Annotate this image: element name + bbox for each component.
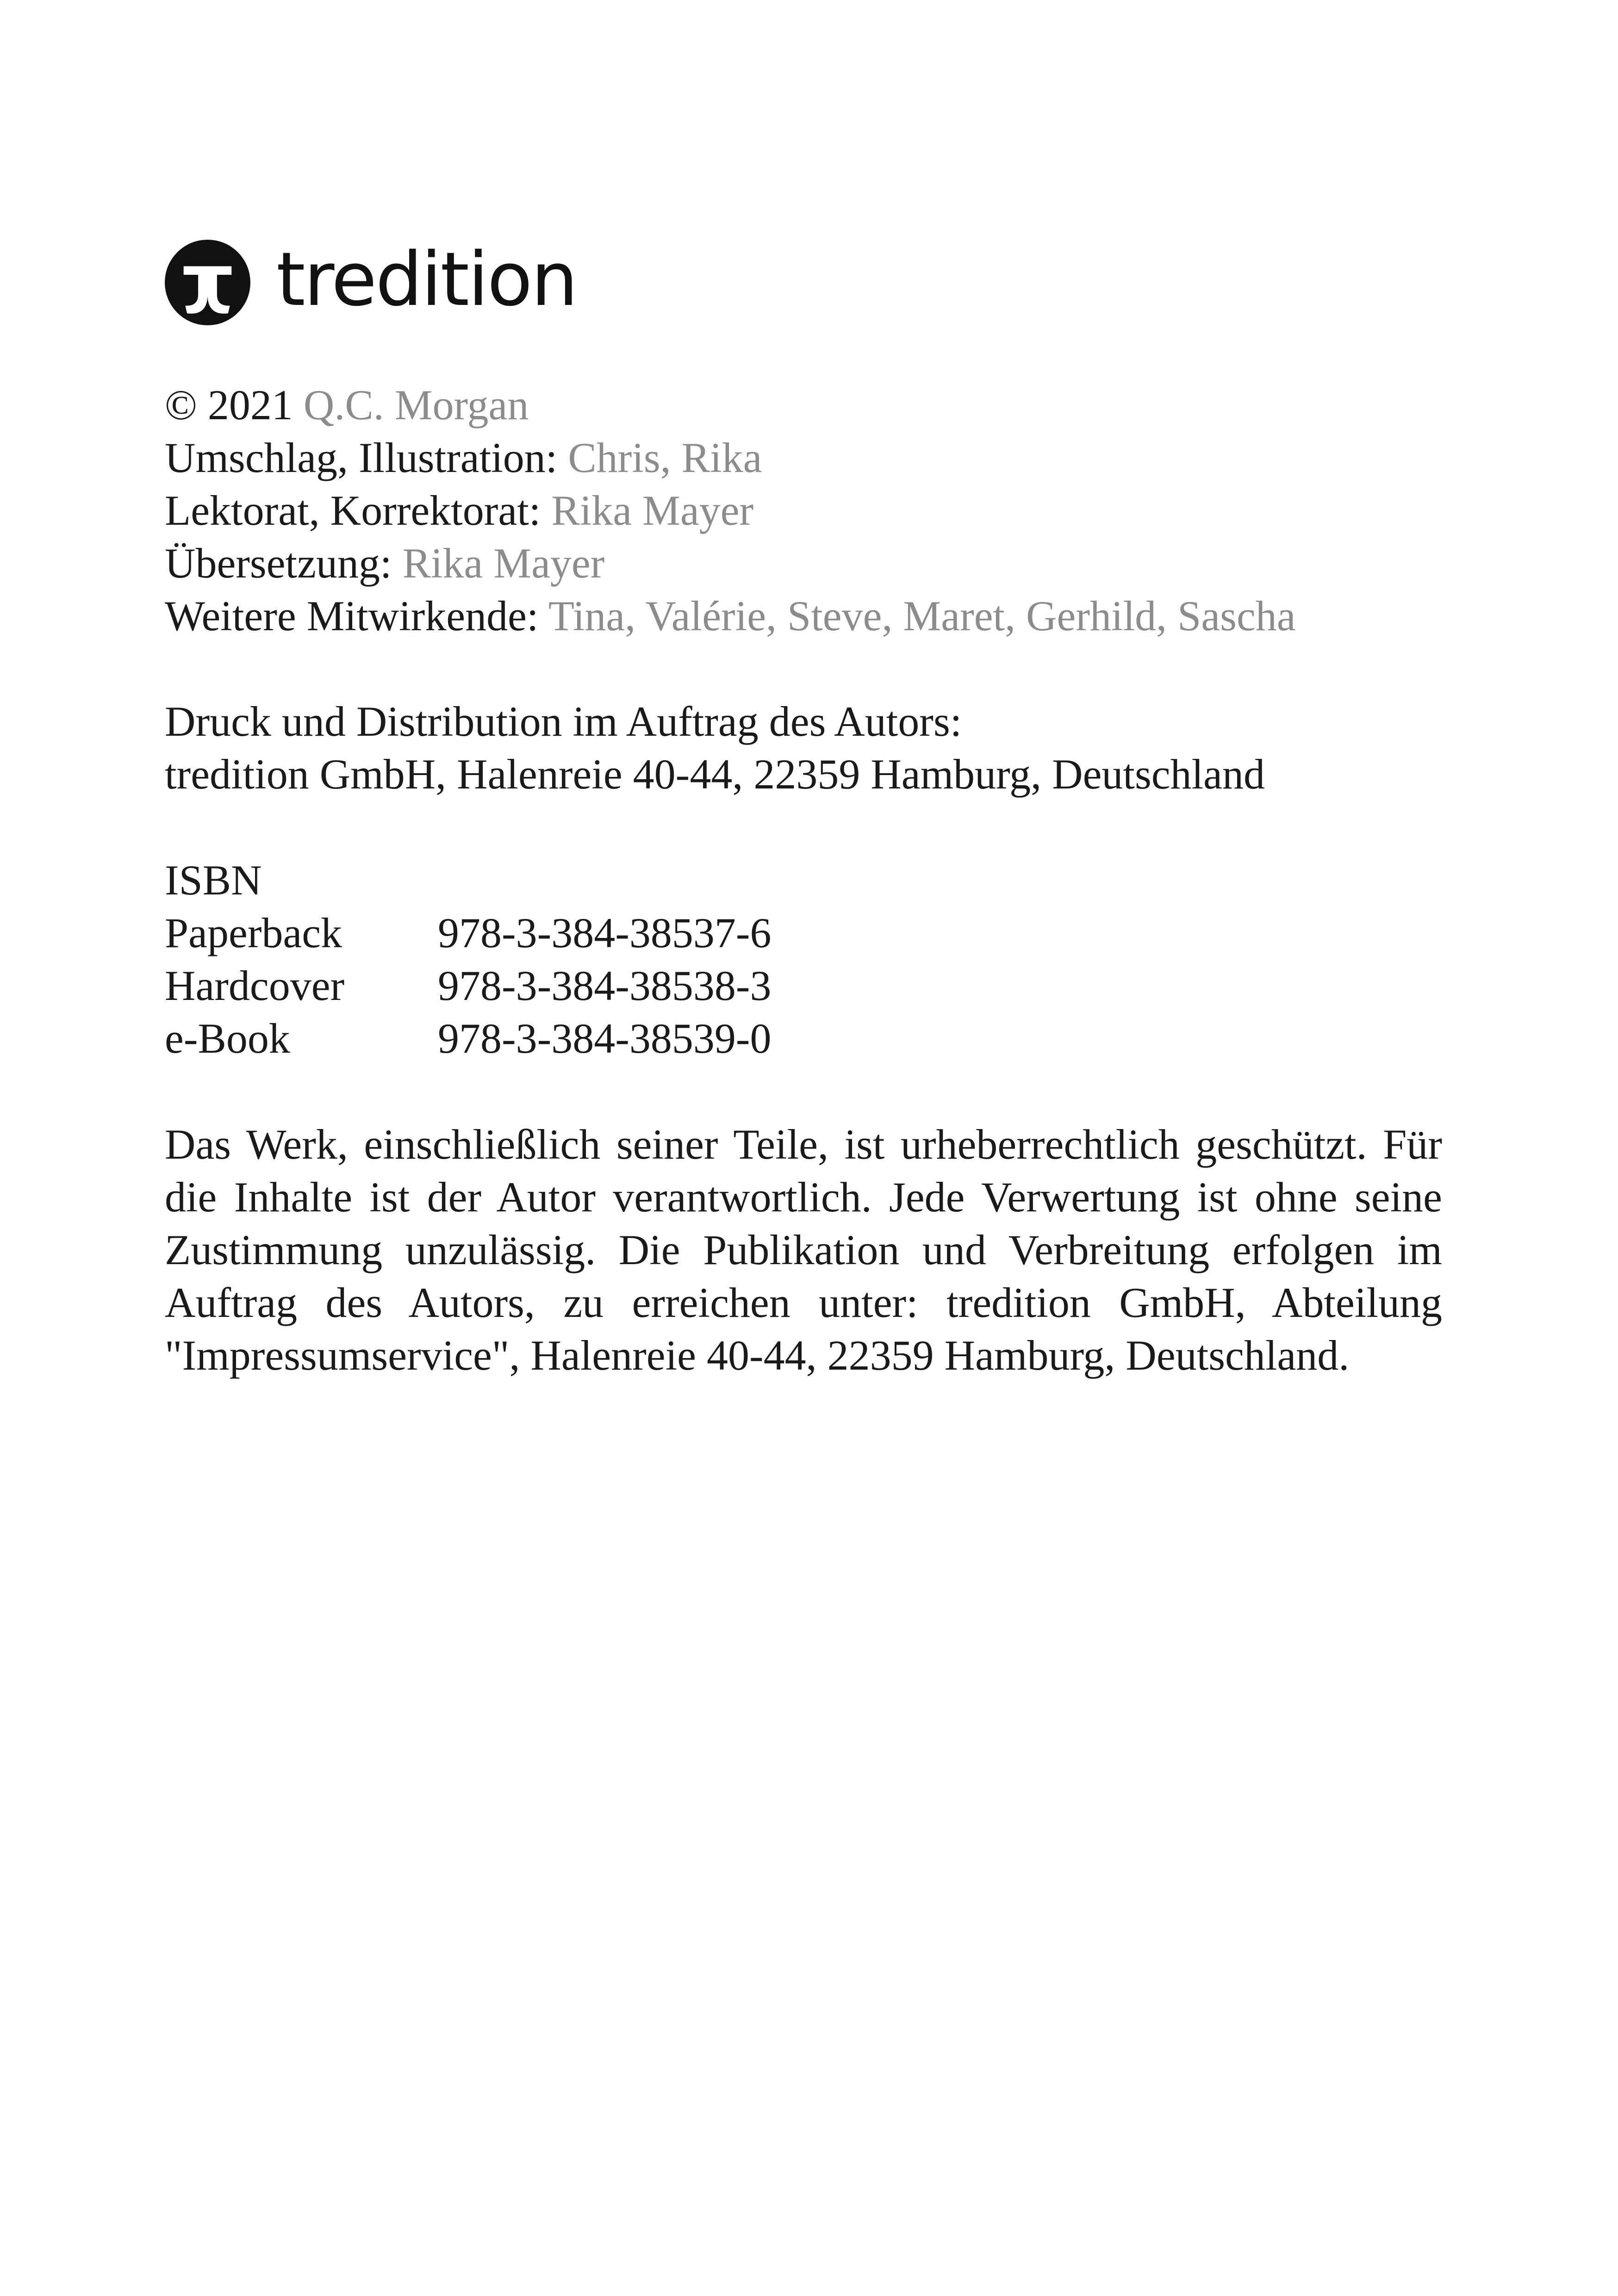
cover-value: Chris, Rika: [568, 434, 762, 481]
translation-label: Übersetzung:: [165, 540, 392, 587]
isbn-format: e-Book: [165, 1015, 290, 1062]
print-line-1: Druck und Distribution im Auftrag des Autors:: [165, 698, 962, 745]
isbn-row: [165, 1012, 1442, 1065]
logo-wordmark: tredition: [276, 236, 577, 323]
cover-label: Umschlag, Illustration:: [165, 434, 558, 481]
isbn-row: [165, 959, 1442, 1012]
editing-label: Lektorat, Korrektorat:: [165, 487, 541, 534]
isbn-format: Hardcover: [165, 962, 345, 1009]
publisher-logo: [165, 236, 577, 329]
isbn-heading: ISBN: [165, 856, 262, 904]
isbn-number: 978-3-384-38537-6: [438, 909, 772, 956]
contributors-value: Tina, Valérie, Steve, Maret, Gerhild, Sascha: [548, 592, 1296, 639]
isbn-format: Paperback: [165, 909, 342, 956]
isbn-number: 978-3-384-38538-3: [438, 962, 772, 1009]
cover-credit-line: [165, 431, 1442, 484]
isbn-number: 978-3-384-38539-0: [438, 1015, 772, 1062]
isbn-block: [165, 854, 1442, 1065]
translation-value: Rika Mayer: [402, 540, 605, 587]
translation-credit-line: [165, 537, 1442, 590]
credits-block: [165, 379, 1442, 642]
legal-notice: Das Werk, einschließlich seiner Teile, ist urheberrechtlich geschützt. Für die Inhalte ist der Autor verantwortlich. Jede Verwertung ist ohne seine Zustimmung unzulässig. Die Publikation und Verbreitung erfolgen im Auftrag des Autors, zu erreichen unter: tredition GmbH, Abteilung "Impressumservice", Halenreie 40-44, 22359 Hamburg, Deutschland.: [165, 1121, 1442, 1379]
contributors-label: Weitere Mitwirkende:: [165, 592, 539, 639]
contributors-credit-line: [165, 590, 1442, 642]
isbn-row: [165, 906, 1442, 959]
print-distribution-block: [165, 695, 1442, 800]
copyright-prefix: © 2021: [165, 381, 293, 428]
editing-value: Rika Mayer: [551, 487, 754, 534]
print-line-2: tredition GmbH, Halenreie 40-44, 22359 Hamburg, Deutschland: [165, 751, 1265, 798]
tredition-logo-icon: [165, 240, 250, 325]
author-name: Q.C. Morgan: [303, 381, 529, 428]
imprint-page: [165, 0, 1442, 2296]
copyright-line: [165, 379, 1442, 431]
editing-credit-line: [165, 484, 1442, 537]
